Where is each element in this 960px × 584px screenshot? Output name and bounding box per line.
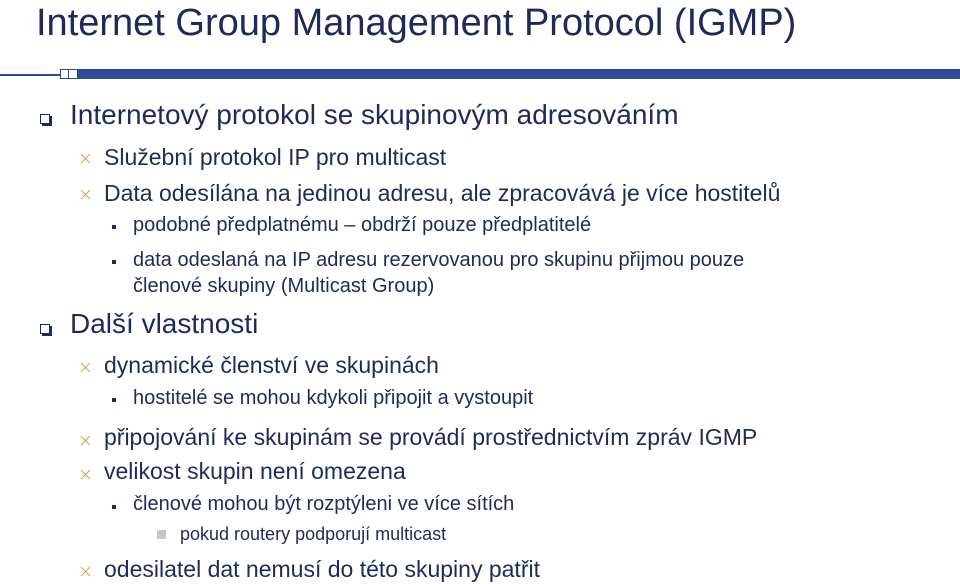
bullet-level2: odesilatel dat nemusí do této skupiny patřit: [104, 556, 540, 582]
bullet-level2: Služební protokol IP pro multicast: [104, 144, 447, 170]
bullet-level1: Internetový protokol se skupinovým adresováním: [70, 99, 679, 130]
hollow-square-icon: [40, 324, 50, 334]
bullet-level2: připojování ke skupinám se provádí prostřednictvím zpráv IGMP: [104, 424, 758, 450]
x-mark-icon: [80, 566, 91, 577]
x-mark-icon: [80, 362, 91, 373]
small-square-icon: [112, 225, 116, 229]
bullet-level3: členové mohou být rozptýleni ve více sítích: [133, 493, 515, 515]
title-divider: [0, 68, 960, 82]
bullet-level2: velikost skupin není omezena: [104, 458, 406, 484]
hollow-square-icon: [40, 114, 50, 124]
x-mark-icon: [80, 189, 91, 200]
bullet-level3: data odeslaná na IP adresu rezervovanou pro skupinu přijmou pouze: [133, 249, 745, 271]
small-square-icon: [112, 398, 116, 402]
bullet-level2: Data odesílána na jedinou adresu, ale zpracovává je více hostitelů: [104, 180, 781, 206]
small-square-icon: [112, 260, 116, 264]
bullet-level3-continued: členové skupiny (Multicast Group): [133, 275, 435, 297]
bullet-level3: hostitelé se mohou kdykoli připojit a vystoupit: [133, 387, 534, 409]
x-mark-icon: [80, 153, 91, 164]
bullet-level4: pokud routery podporují multicast: [180, 524, 447, 544]
gray-square-icon: [157, 530, 166, 539]
slide-title: Internet Group Management Protocol (IGMP): [36, 2, 797, 44]
bullet-level1: Další vlastnosti: [70, 308, 259, 339]
bullet-level3: podobné předplatnému – obdrží pouze předplatitelé: [133, 214, 592, 236]
small-square-icon: [112, 505, 116, 509]
x-mark-icon: [80, 469, 91, 480]
bullet-level2: dynamické členství ve skupinách: [104, 352, 439, 378]
x-mark-icon: [80, 435, 91, 446]
